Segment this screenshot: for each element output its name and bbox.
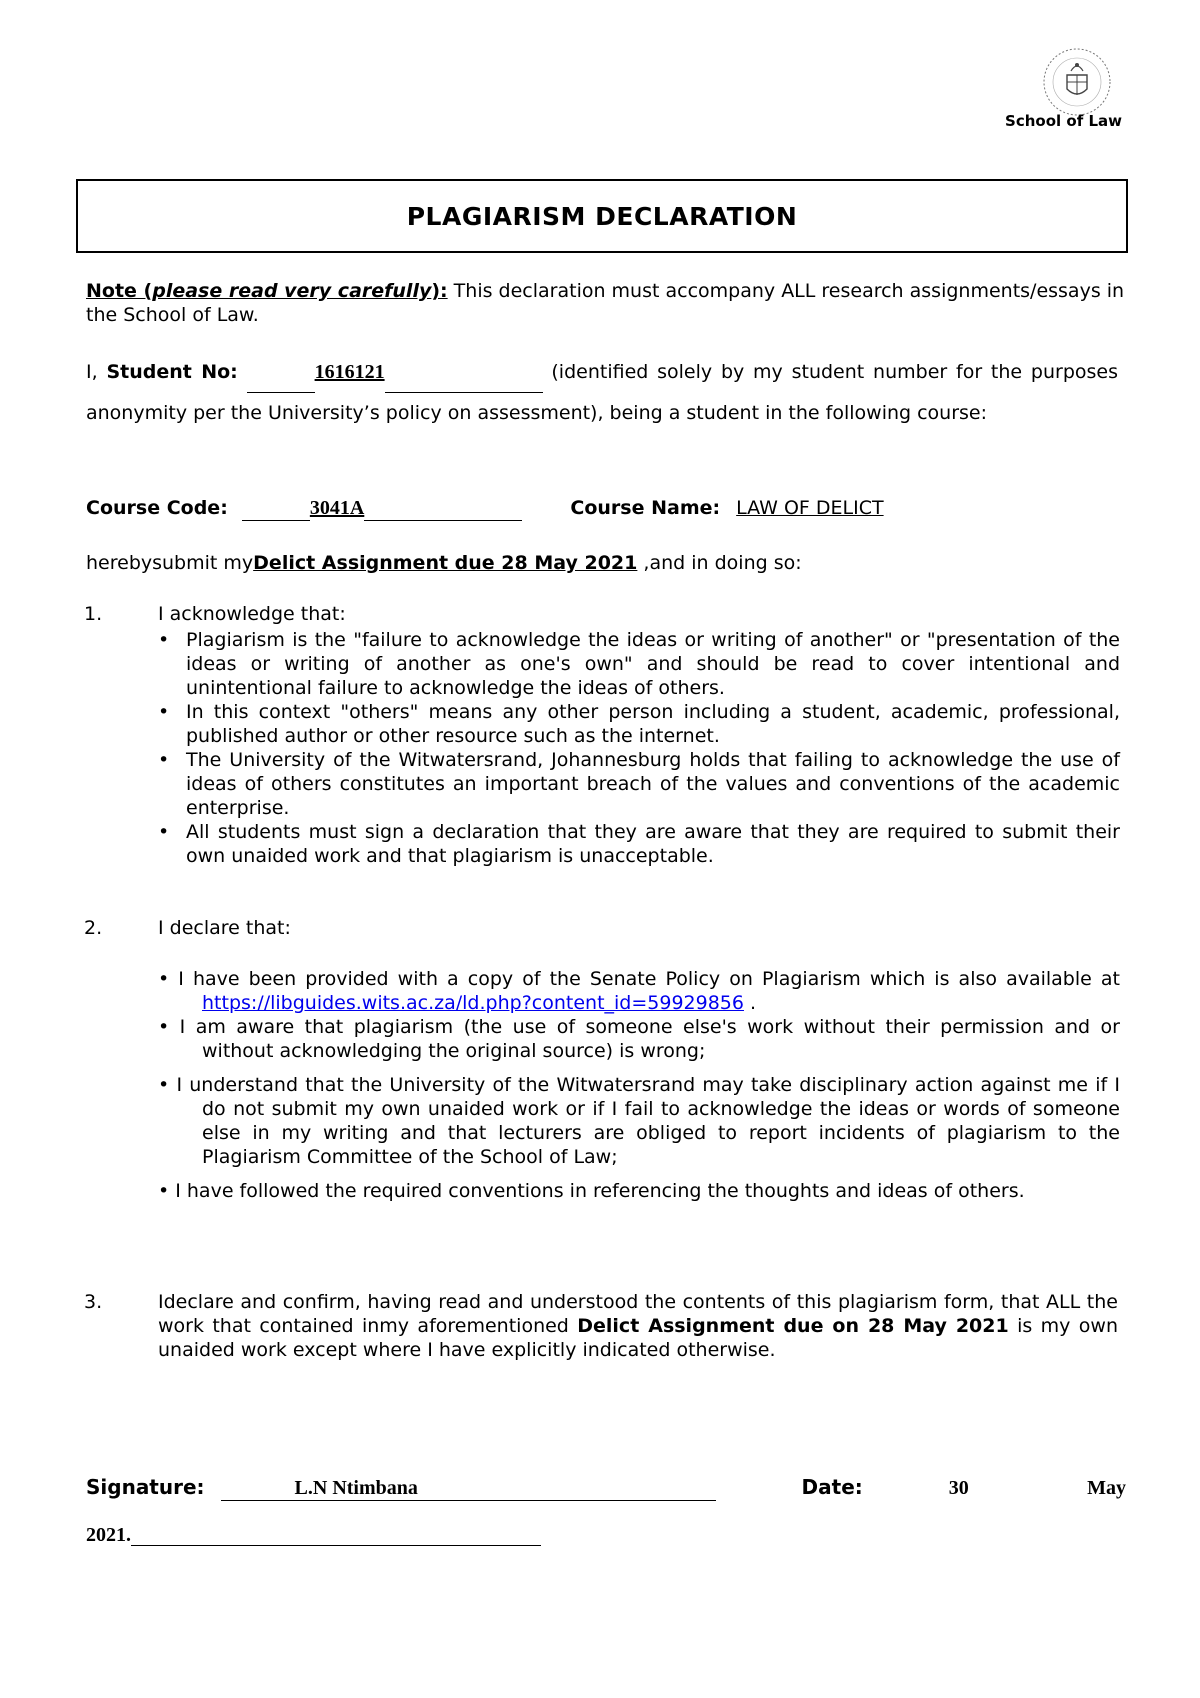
note-paragraph [86, 279, 1126, 327]
list-item: • All students must sign a declaration that they are aware that they are required to submit their own unaided work and that plagiarism is unacceptable. [158, 820, 1120, 868]
course-code-blank-tail [364, 496, 522, 521]
section2-heading: I declare that: [158, 917, 291, 939]
date-year-blank [131, 1526, 541, 1546]
date-year: 2021. [86, 1524, 131, 1546]
section2-bullet-list [158, 967, 1120, 1203]
section1-number: 1. [84, 603, 103, 625]
signature-value: L.N Ntimbana [294, 1477, 418, 1499]
page-title: PLAGIARISM DECLARATION [406, 201, 798, 231]
student-no-value: 1616121 [314, 361, 385, 383]
course-code-blank [242, 496, 310, 521]
date-month: May [1087, 1477, 1126, 1499]
student-no-label: Student No: [106, 361, 238, 383]
list-item: • I understand that the University of the Witwatersrand may take disciplinary action against me if I do not submit my own unaided work or if I fail to acknowledge the ideas or words of someone else in my writing and that lecturers are obliged to report incidents of plagiarism to the Plagiarism Committee of the School of Law; [158, 1074, 1120, 1168]
section3-text: Ideclare and confirm, having read and understood the contents of this plagiarism form, that ALL the work that contained inmy aforementioned Delict Assignment due on 28 May 2021 is my own unaided work except where I have explicitly indicated otherwise. [158, 1291, 1118, 1361]
section1-bullet-list [158, 628, 1120, 868]
university-crest-icon [1040, 45, 1114, 119]
signature-line [86, 1475, 1126, 1501]
date-label: Date: [801, 1475, 863, 1499]
list-item: • I have been provided with a copy of the Senate Policy on Plagiarism which is also available at https://libguides.wits.ac.za/ld.php?content_id=59929856 . [158, 968, 1120, 1014]
submit-line: herebysubmit myDelict Assignment due 28 May 2021 ,and in doing so: [86, 552, 802, 574]
signature-field [221, 1475, 716, 1501]
section2-number: 2. [84, 917, 103, 939]
student-text: (identified solely by my student number for the purposes anonymity per the University’s policy on assessment), being a student in the following course: [86, 361, 1118, 424]
date-day: 30 [948, 1477, 969, 1499]
assignment-name: Delict Assignment due 28 May 2021 [253, 552, 638, 574]
policy-link[interactable]: https://libguides.wits.ac.za/ld.php?content_id=59929856 [202, 992, 744, 1014]
list-item: • I have followed the required conventions in referencing the thoughts and ideas of others. [158, 1180, 1025, 1202]
course-name-label: Course Name: [570, 497, 721, 519]
date-year-line [86, 1524, 686, 1547]
course-line [86, 496, 1126, 521]
list-item: • The University of the Witwatersrand, Johannesburg holds that failing to acknowledge the use of ideas of others constitutes an important breach of the values and conventions of the academic enterprise. [158, 748, 1120, 820]
student-no-blank [247, 352, 315, 393]
title-box [76, 179, 1128, 253]
course-code-value: 3041A [309, 497, 365, 519]
note-text: This declaration must accompany ALL research assignments/essays in the School of Law. [86, 280, 1125, 326]
course-name-value: LAW OF DELICT [736, 497, 884, 519]
signature-label: Signature: [86, 1475, 205, 1499]
note-label: Note (please read very carefully): [86, 280, 448, 302]
student-no-blank-tail [385, 352, 543, 393]
section1-heading: I acknowledge that: [158, 603, 346, 625]
list-item: • I am aware that plagiarism (the use of someone else's work without their permission and or without acknowledging the original source) is wrong; [158, 1016, 1120, 1062]
student-paragraph: I, Student No: 1616121 (identified solely by my student number for the purposes anonymity per the University’s policy on assessment), being a student in the following course: [86, 352, 1118, 433]
section3-number: 3. [84, 1291, 103, 1313]
list-item: • In this context "others" means any other person including a student, academic, professional, published author or other resource such as the internet. [158, 700, 1120, 748]
course-code-label: Course Code: [86, 497, 228, 519]
section3-assignment: Delict Assignment due on 28 May 2021 [577, 1315, 1009, 1337]
school-name: School of Law [1005, 112, 1122, 130]
list-item: • Plagiarism is the "failure to acknowledge the ideas or writing of another" or "presentation of the ideas or writing of another as one's own" and should be read to cover intentional and unintentional failure to acknowledge the ideas of others. [158, 628, 1120, 700]
